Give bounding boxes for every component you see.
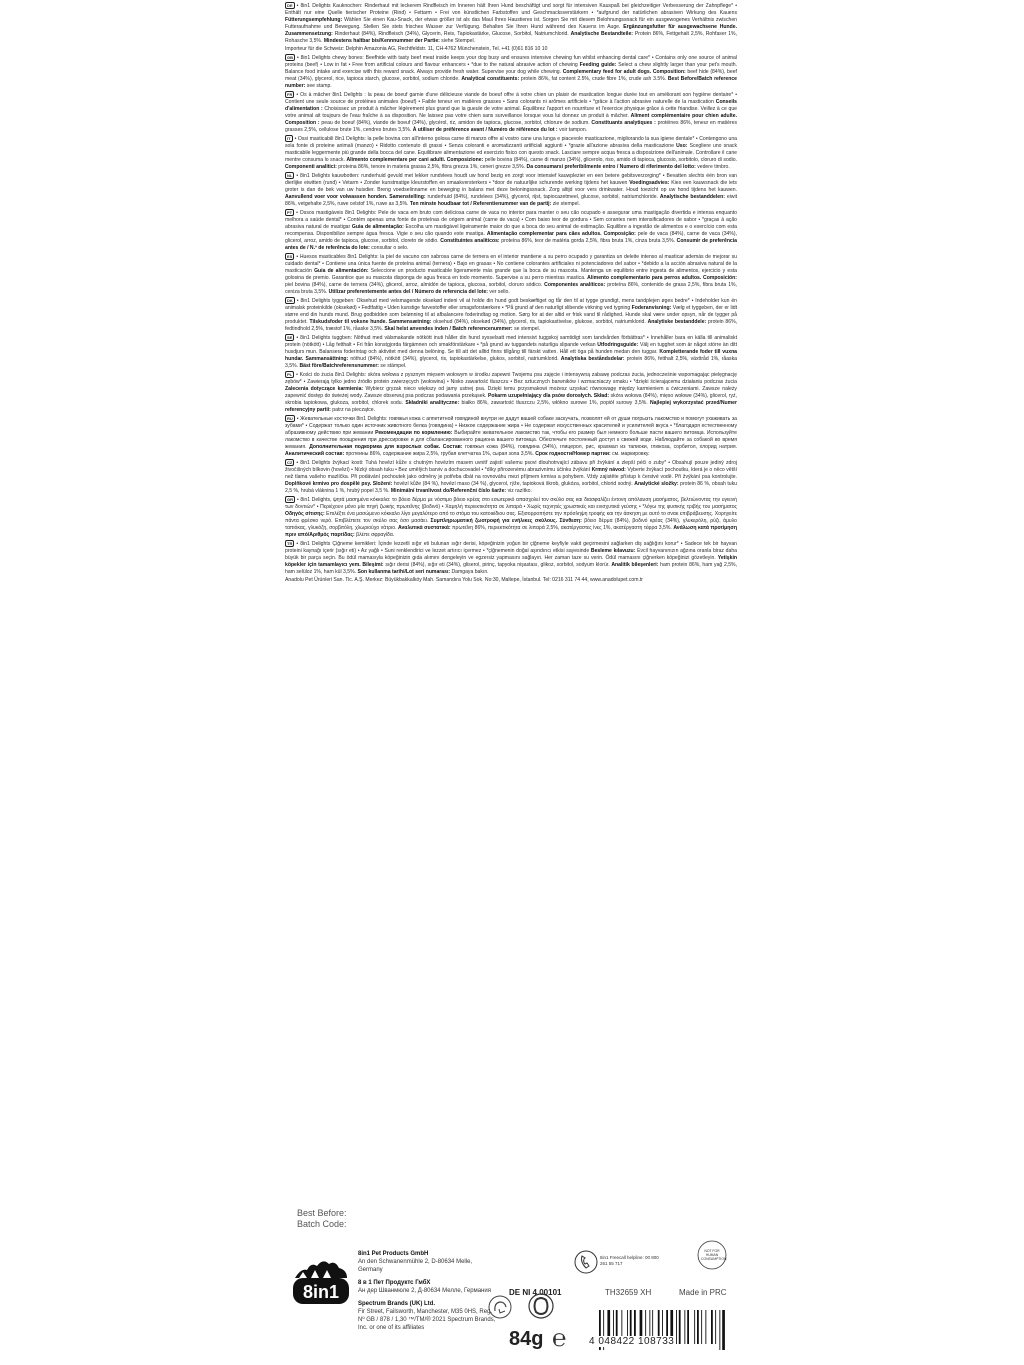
field-value: pele de vaca (84%), carne de vaca (34%), glicerol, arroz, amido de tapioca, glucose, sorbitol, cloreto de sódio. [285,231,737,244]
language-code-badge: PL [287,372,293,378]
field-label: Aliment complémentaire pour chien adulte. Composition : [285,113,737,126]
field-value: protéines 86%, teneur en matières grasses 2,5%, cellulose brute 1%, cendres brutes 3,5%. [285,120,737,133]
field-label: Krmný návod: [591,467,626,474]
product-description: • 8in1 Delights chewy bones: Beefhide with tasty beef meat inside keeps your dog busy and ensures intensive chewing fun whilst enhancing dental care* • Contains only one source of animal proteins (beef) • Low in fat • Free from artificial colours and flavour enhancers • *due to the natural abrasive action of chewing [285,55,737,69]
field-label: Alimento complementario para perros adultos. Composición: [587,275,737,282]
field-label: Analytiska beståndsdelar: [560,356,625,362]
field-value: протеины 86%, содержание жира 2,5%, грубая клетчатка 1%, сырая зола 3,5%. [345,450,534,457]
recycling-pp-icon [487,1294,513,1320]
barcode-bar [701,1310,702,1344]
not-for-human-consumption-icon [697,1240,727,1270]
language-code-badge: FR [287,92,293,98]
product-description: • 8in1 Delights tuggben: Nöthud med välsmakande nötkött inuti håller din hund sysselsatt med intensivt tuggskoj samtidigt som tandvården förbättras* • Innehåller bara en källa till animaliskt protein (nötkött) • Låg fetthalt • Fri från konstgjorda färgämnen och smakförstärkare • *på grund av tuggandets naturliga slipande verkan [285,335,737,349]
field-label: Συμπληρωματική ζωοτροφή για ενήλικες σκύλους. Σύνθεση: [430,517,582,524]
product-description: • Os à mâcher 8in1 Delights : la peau de boeuf garnie d'une délicieuse viande de boeuf offre à votre chien un plaisir de mastication longue durée tout en améliorant son hygiène dentaire* • Contient une seule source de protéines animales (boeuf) • Faible teneur en matières grasses • Sans colorants ni arômes artificiels • *grâce à l'action abrasive naturelle de la mastication [285,92,737,106]
product-description: • Kości do żucia 8in1 Delights: skóra wołowa z pysznym mięsem wołowym w środku zapewni Twojemu psu zajęcie i intensywną zabawę podczas żucia, jednocześnie wspomagając pielęgnację zębów* • Zawierają tylko jedno źródło protein zwierzęcych (wołowina) • Nisko zawartość tłuszczu • Bez sztucznych barwników i wzmacniaczy smaku • *dzięki ścierającemu działaniu podczas żucia [285,372,737,386]
language-block-cz [285,459,737,495]
field-value: Wählen Sie einen Kau-Snack, der etwas größer ist als das Maul Ihres Haustieres ist. Sorgen Sie mit diesem Belohnungssnack für ein ausgewogenes Verhältnis zwischen Futteraufnahme und Bewegung. Stellen Sie stets frisches Wasser zur Verfügung. Behalten Sie Ihren Hund während des Kauens im Auge. [285,16,737,30]
field-label: Alimento complementare per cani adulti. Composizione: [346,157,484,164]
field-value: se stämpel. [380,362,407,369]
language-code-badge: NL [287,173,293,179]
language-block-se [285,334,737,370]
product-description: • Жевательные косточки 8in1 Delights: говяжья кожа с аппетитной говядиной внутри не дадут вашей собаке заскучать, позволят ей от души погрызть лакомство и помогут ухаживать за зубами* • Содержат только один источник животного белка (говядина) • Низкое содержание жира • Не содержат искусственных красителей и усилителей вкуса • *благодаря естественному абразивному действию при жевании [285,416,737,437]
barcode-bar [719,1310,720,1350]
field-value: proteína 86%, teor de matéria gorda 2,5%, fibra bruta 1%, cinza bruta 3,5%. [501,238,676,244]
field-value: говяжья кожа (84%), говядина (34%), глицерол, рис, крахмал из тапиоки, глюкоза, сорбитол, хлорид натрия. [465,443,737,450]
language-code-badge: SE [287,335,293,341]
field-value: πρωτεΐνη 86%, περιεκτικότητα σε λιπαρά 2,5%, ακατέργαστες ίνες 1%, ακατέργαστη τέφρα 3,5%. [452,524,672,531]
field-value: voir tampon. [559,126,588,133]
field-label: Mindestens haltbar bis/Kennnummer der Partie: [323,37,440,44]
field-value: protein 86 %, obsah tuku 2,5 %, hrubá vláknina 1 %, hrubý popel 3,5 %. [285,480,737,494]
field-label: Consumir de preferência antes de / N.º de referência do lote: [285,238,737,251]
field-label: Yetişkin köpekler için tamamlayıcı yem. Bileşimi: [285,554,737,568]
multilingual-text-column [285,2,737,1190]
field-value: oksehud (84%), oksekød (34%), glycerol, ris, tapiokastivelse, glukose, sorbitol, natriumklorid. [433,318,646,325]
company-2: 8 в 1 Пет Продуктс ГмбХ [358,1280,431,1286]
field-value: ver sello. [489,288,510,295]
barcode-bar [679,1310,681,1344]
field-label: À utiliser de préférence avant / Numéro de référence du lot : [412,126,558,133]
product-description: • 8in1 Delights Çiğneme kemikleri: İçinde lezzetli sığır eti bulunan sığır derisi, köpeğinizin yoğun bir çiğneme keyfiyle vakit geçirmesini sağlarken diş sağlığını korur* • Sadece tek bir hayvan proteini kaynağı içerir (sığır eti) • Az yağlı • Suni renklendirici ve lezzet artırıcı içermez • *çiğnemenin doğal aşındırıcı etkisi sayesinde [285,541,737,555]
field-label: Voedingsadvies: [629,180,670,187]
field-value: se stempel. [514,325,541,332]
field-label: Skal helst anvendes inden / Batch referencenummer: [384,325,513,332]
barcode-bar [722,1310,725,1350]
field-label: Ανάλωση κατά προτίμηση πριν από/Αριθμός παρτίδας: [285,524,737,538]
field-label: Aanvullend voer voor volwassen honden. Samenstelling: [285,194,426,201]
barcode-bar [687,1310,689,1344]
product-description: • 8in1 Delights kauwbotten: runderhuid gevuld met lekker rundvlees houdt uw hond bezig en zorgt voor intensief kauwplezier en een betere gebitsverzorging* • Bevatten slechts één bron van dierlijke eiwitten (rund) • Vetarm • Zonder kunstmatige kleurstoffen en smaakversterkers • *door de natuurlijke schurende werking tijdens het kauwen [285,173,737,187]
field-label: Analytische bestanddelen: [659,194,725,201]
field-label: Componenti analitici: [285,163,337,170]
net-weight: 84g [509,1328,544,1350]
barcode-bar [684,1310,685,1344]
language-code-badge: DE [287,3,293,8]
field-value: Wybierz gryzak nieco większy od jamy ustnej psa. Dzięki temu przysmakowi możesz uzyskać równowagę między karmieniem a ćwiczeniami. Zawsze należy zapewnić dostęp do świeżej wody. Zawsze obserwuj psa podczas podawania przekąsek. [285,386,737,400]
field-value: zie stempel. [552,200,580,207]
field-label: Ergänzungsfutter für ausgewachsene Hunde. Zusammensetzung: [285,23,737,37]
8in1-logo [289,1248,353,1312]
language-code-badge: PT [287,210,293,216]
field-value: proteina 86%, tenore in materia grassa 2,5%, fibra grezza 1%, ceneri grezze 3,5%. [338,163,526,170]
field-label: Pokarm uzupełniający dla psów dorosłych. Skład: [487,393,610,400]
product-description: • Ossos mastigáveis 8in1 Delights: Pele de vaca em bruto com deliciosa carne de vaca no interior para manter o seu cão ocupado e assegurar uma mastigação divertida e intensa enquanto melhora a saúde dental* • Contém apenas uma fonte de proteínas de origem animal (carne de vaca) • Com baixo teor de gordura • Sem corantes nem intensificadores de sabor • *graças à ação abrasiva natural de mastigar [285,210,737,231]
field-value: Kies een kauwsnack die iets groter is dan de bek van uw huisdier. Breng voedselinname en beweging in balans met deze beloningssnack. Zorg altijd voor vers drinkwater. Houd toezicht op uw hond tijdens het kauwen. [285,180,737,194]
field-label: Аналитический состав: [285,450,345,457]
field-value: protein 86%, fat content 2.5%, crude fibre 1%, crude ash 3.5%. [520,76,667,83]
field-value: pelle bovina (84%), carne di manzo (34%), glicerolo, riso, amido di tapioca, glucosio, sorbitolo, cloruro di sodio. [484,157,737,164]
field-value: Rinderhaut (84%), Rindfleisch (34%), Glycerin, Reis, Tapiokastärke, Glucose, Sorbitol, Natriumchlorid. [334,30,569,37]
field-value: białko 86%, zawartość tłuszczu 2,5%, włókno surowe 1%, popiół surowy 3,5%. [461,399,648,406]
barcode-bar [705,1310,706,1344]
phone-icon [574,1250,598,1274]
field-label: Analytické složky: [634,480,679,487]
batch-code-label: Batch Code: [297,1219,347,1229]
field-label: Conseils d'alimentation : [285,99,737,113]
field-value: proteína 86%, contenido de grasa 2,5%, fibra bruta 1%, ceniza bruta 3,5%. [285,281,737,295]
product-description: • 8in1 Delights tyggeben: Oksehud med velsmagende oksekød indeni vil at holde din hund godt beskæftiget og får den til at tygge grundigt, mens tandplejen øges bedre* • Indeholder kun én animalsk proteinkilde (oksekød) • Fedtfattig • Uden kunstige farvestoffer eller smagsforstærkere • *På grund af den naturligt slibende virkning ved tygning [285,298,737,312]
language-block-it [285,135,737,171]
field-label: Analytiske bestanddele: [647,318,707,325]
field-label: Fütterungsempfehlung: [285,16,343,23]
product-description: • Huesos masticables 8in1 Delights: la piel de vacuno con sabrosa carne de ternera en el interior mantiene a su perro ocupado y garantiza un deleite intenso al masticar además de mejorar su cuidado dental* • Contiene una única fuente de proteína animal (ternera) • Bajo en grasas • No contiene colorantes artificiales ni potenciadores del sabor • *debido a la acción abrasiva natural de la masticación [285,254,737,275]
language-block-fr [285,91,737,133]
language-block-pl [285,371,737,413]
field-value: protein 86%, fetthalt 2,5%, växttråd 1%, råaska 3,5%. [285,356,737,369]
importer-info: Anadolu Pet Ürünleri San. Tic. A.Ş. Merkez: Büyükbakkalköy Mah. Samandıra Yolu Sok. No:30, Maltepe, İstanbul. Tel: 0216 311 74 44, www.anadolupet.com.tr [285,577,643,584]
field-label: Best Before/Batch reference number: [285,76,737,89]
field-label: Guia de alimentação: [351,224,404,231]
field-label: Utfodringsguide: [597,342,639,349]
importer-info: Importeur für die Schweiz: Delphin Amazonia AG, Rechtfeldstr. 11, CH-4762 Münchenstein, Tel. +41 (0)61 816 10 10 [285,45,548,52]
field-value: peau de boeuf (84%), viande de boeuf (34%), glycérol, riz, amidon de tapioca, glucose, sorbitol, chlorure de sodium. [321,120,590,126]
language-block-tr [285,540,737,576]
field-value: nöthud (84%), nötkött (34%), glycerol, ris, tapiokastärkelse, glukos, sorbitol, natriumklorid. [350,356,559,362]
field-value: vedere timbro. [697,163,730,170]
field-label: Najlepiej wykorzystać przed/Numer referencyjny partii: [285,399,737,413]
company-3-address: Fir Street, Failsworth, Manchester, M35 0HS, Reg. Nº GB / 878 / 1,30 ™/TM/® 2021 Spectrum Brands, Inc. or one of its affiliates [358,1309,496,1331]
product-description: • Ossi masticabili 8in1 Delights: la pelle bovina con all'interno golosa carne di manzo offre al vostro cane una lunga e piacevole masticazione, migliorando la sua igiene dentale* • Contengono una sola fonte di proteine animali (manzo) • Ridotto contenuto di grassi • Senza coloranti e aromatizzanti artificiali aggiunti • *grazie all'azione abrasiva della masticazione [285,136,737,150]
company-1-address: An den Schwanenmühle 2, D-80634 Melle, Germany [358,1259,473,1273]
field-label: Doplňkové krmivo pro dospělé psy. Složení: [285,480,393,487]
de-code: DE NI 4 00101 [509,1288,562,1297]
field-value: consultar o selo. [371,244,409,251]
field-value: patrz na pieczątce. [332,406,376,413]
language-code-badge: IT [287,136,291,142]
not-for-human-consumption-text: NOT FOR HUMAN CONSUMPTION [701,1249,727,1261]
barcode-bar [715,1310,716,1344]
field-label: Minimální trvanlivost do/Referenční číslo šarže: [390,487,507,494]
product-description: • 8in1 Delights Kauknochen: Rinderhaut mit leckerem Rindfleisch im Inneren hält Ihren Hund beschäftigt und sorgt für intensiven Kauspaß bei gleichzeitiger Verbesserung der Zahnpflege* • Enthält nur eine Quelle tierischer Proteine (Rind) • Fettarm • Frei von künstlichen Farbstoffen und Geschmacksverstärkern • *aufgrund der natürlichen abrasiven Wirkung des Kauens [285,3,737,16]
best-before-label: Best Before: [297,1208,347,1218]
field-label: Son kullanma tarihi/Lot seri numarası: [357,568,451,575]
field-label: Utilizar preferentemente antes del / Número de referencia del lote: [328,288,488,295]
language-code-badge: GB [287,55,293,61]
field-value: skóra wołowa (84%), mięso wołowe (34%), glicerol, ryż, skrobia tapiokowa, glukoza, sorbitol, chlorek sodu. [285,393,737,406]
field-label: Analytische Bestandteile: [570,30,633,37]
logo-wordmark: 8in1 [302,1282,340,1302]
field-value: runderhuid (84%), rundvlees (34%), glycerol, rijst, tapiocazetmeel, glucose, sorbitol, natriumchloride. [427,194,658,201]
field-value: Select a chew slightly larger than your pet's mouth. Balance food intake and exercise with this reward snack. Always provide fresh water. Supervise your dog while chewing. [285,62,737,76]
language-block-dk [285,297,737,333]
field-label: Tilskudsfoder til voksne hunde. Sammensætning: [309,318,432,325]
language-block-gr [285,496,737,538]
field-value: Choisissez un produit à mâcher légèrement plus grand que la gueule de votre animal. Équilibrez l'apport en nourriture et l'exercice physique grâce à cette friandise. Veillez à ce que votre animal ait toujours de l'eau fraîche à sa disposition. Ne laissez pas votre chien sans surveillance lorsque vous lui donnez un produit à mâcher. [285,106,737,120]
field-label: Analitik bileşenleri: [611,561,659,568]
field-value: beef hide (84%), beef meat (34%), glycerol, rice, tapioca starch, glucose, sorbitol, sodium chloride. [285,69,737,83]
field-label: Kompletterande foder till vuxna hundar. Sammansättning: [285,349,737,362]
barcode-bar [697,1310,699,1344]
language-block-de [285,2,737,44]
language-block-ru [285,415,737,457]
packaging-back-label [277,0,745,1365]
field-label: Alimentação complementar para cães adultos. Composição: [486,231,636,238]
field-value: sığır derisi (84%), sığır eti (34%), gliserol, pirinç, tapyoka nişastası, glikoz, sorbitol, sodyum klorür. [385,561,610,568]
field-value: Damgaya bakın. [451,568,489,575]
barcode-bar [711,1310,713,1344]
field-label: Analytical constituents: [461,76,520,83]
field-value: βόειο δέρμα (84%), βοδινό κρέας (34%), γλυκερόλη, ρύζι, άμυλο ταπιόκας, γλυκόζη, σορβιτόλη, χλωριούχο νάτριο. [285,517,737,531]
language-block-pt [285,209,737,251]
field-label: Componentes analíticos: [544,281,606,288]
field-value: Välj en tugghet som är något större än ditt husdjurs mun. Balansera foderintag och aktivitet med denna belöning. Se till att det alltid finns tillgång till färskt vatten. Håll ett öga på hunden medan den tuggar. [285,342,737,356]
field-value: siehe Stempel. [441,37,475,44]
field-value: Escolha um mastigável ligeiramente maior do que a boca do seu animal de estimação. Equilibre a ingestão de alimentos e o exercício com esta recompensa. Disponibilize sempre água fresca. Vigie o seu cão quando este mastiga. [285,224,737,238]
field-label: Uso: [676,143,688,150]
field-value: ham protein 86%, ham yağ 2,5%, ham selüloz 1%, ham kül 3,5%. [285,561,737,575]
product-description: • 8in1 Delights žvýkací kosti: Tuhá hovězí kůže s chutným hovězím masem uvnitř zajistí vašemu psovi dlouhotrvající zábavu při žvýkání a zlepší péči o zuby* • Obsahují pouze jediný zdroj živočišných bílkovin (hovězí) • Nízký obsah tuku • Bez umělých barviv a dochucovadel • *díky přirozenému abrazivnímu účinku žvýkání [285,460,737,474]
barcode-bar [694,1310,695,1344]
green-dot-icon [527,1292,555,1320]
field-label: Дополнительная подкормка для взрослых собак. Состав: [309,443,463,450]
field-value: Επιλέξτε ένα μασώμενο κόκκαλο λίγο μεγαλύτερο από το στόμα του κατοικίδιου σας. Εξισορροπήστε την πρόσληψη τροφής και την άσκηση με αυτό το σνακ επιβράβευσης. Χορηγείτε πάντα φρέσκο νερό. Επιβλέπετε τον σκύλο σας όσο μασάει. [285,511,737,524]
field-label: Składniki analityczne: [405,399,460,406]
field-value: Seleccione un producto masticable ligeramente más grande que la boca de su mascota. Mantenga un equilibrio entre ingesta de alimentos, ejercicio y esta golosina de premio. Garantice que su mascota disponga de agua fresca en todo momento. Supervise a su perro mientras mastica. [285,268,737,282]
language-code-badge: CZ [287,460,293,466]
manufacturer-info [358,1250,498,1332]
language-code-badge: ES [287,254,293,260]
field-label: Αναλυτικά συστατικά: [397,524,451,531]
field-label: Срок годности/Номер партии: [535,450,611,457]
company-1: 8in1 Pet Products GmbH [358,1251,429,1257]
language-code-badge: TR [287,541,293,547]
product-code: TH32659 XH [605,1288,652,1297]
helpline-text: 8in1 Freecall helpline: 00 800 261 55 717 [600,1255,659,1266]
field-label: Constituintes analíticos: [440,238,500,244]
field-value: Scegliere uno snack masticabile leggermente più grande della bocca del cane. Equilibrare alimentazione ed esercizio fisico con questo snack. Lasciare sempre acqua fresca a disposizione dell'animale. Controllare il cane mentre consuma lo snack. [285,143,737,164]
made-in: Made in PRC [679,1288,727,1297]
field-label: Οδηγός σίτισης: [285,511,325,518]
barcode-digits: 4 048422 108733 [589,1336,675,1347]
field-value: см. маркировку. [612,450,650,457]
field-label: Complementary feed for adult dogs. Composition: [562,69,686,76]
field-value: Vyberte žvýkací pochoutku, která je o něco větší než tlama vašeho mazlíčka. Při podávání pochoutek jako odměny je potřeba dbát na rovnováhu mezi příjmem krmiva a pohybem. Vždy zajistěte přístup k čerstvé vodě. Při žvýkání psa kontrolujte. [285,467,737,480]
field-value: Vælg et tyggeben, der er lidt større end din hunds mund. Brug godbidden som belønning til at afbalancere foderindtag og motion. Sørg for at der altid er frisk vand til rådighed. Hunde skal være under opsyn, når de tygger på produktet. [285,305,737,325]
field-value: Protein 86%, Fettgehalt 2,5%, Rohfaser 1%, Rohasche 3,5%. [285,30,737,44]
field-value: piel bovina (84%), carne de ternera (34%), glicerol, arroz, almidón de tapioca, glucosa, sorbitol, cloruro sódico. [285,281,543,288]
company-3: Spectrum Brands (UK) Ltd. [358,1301,436,1307]
field-label: Zalecenia dotyczące karmienia: [285,386,364,393]
language-block-nl [285,172,737,208]
field-label: Feeding guide: [579,62,617,69]
field-value: eiwit 86%, vetgehalte 2,5%, ruwe celstof 1%, ruwe as 3,5%. [285,194,737,207]
field-label: Bäst före/Batchreferensnummer: [299,362,379,369]
field-label: Ten minste houdbaar tot / Referentienummer van de partij: [409,200,552,207]
company-2-address: Ан дер Шванмюле 2, Д-80634 Мелле, Германия [358,1288,491,1294]
product-description: • 8in1 Delights, ψητά μασημένα κόκκαλα: το βόειο δέρμα με νόστιμο βόειο κρέας στο εσωτερικό απασχολεί τον σκύλο σας και διασφαλίζει έντονη απόλαυση μασήματος, βελτιώνοντας την υγιεινή των δοντιών* • Περιέχουν μόνο μία πηγή ζωικής πρωτεΐνης (βοδινό) • Χαμηλή περιεκτικότητα σε λιπαρά • Χωρίς τεχνητές χρωστικές και ενισχυτικά γεύσης • *λόγω της φυσικής τριβής του μασήματος [285,497,737,511]
field-value: Выбирайте жевательное лакомство так, чтобы его размер был немного больше пасти вашего питомца. Используйте лакомство в качестве поощрения при дрессировке и для сбалансированного рациона вашего питомца. Обеспечьте постоянный доступ к свежей воде. Наблюдайте за собакой во время жевания. [285,430,737,450]
language-block-gb [285,54,737,90]
field-value: viz razítko. [507,487,532,494]
field-label: Foderanvisning: [631,305,672,312]
field-label: Рекомендации по кормлению: [375,430,453,437]
field-value: Evcil hayvanınızın ağzına oranla biraz daha büyük bir parça seçin. Bu ödül mamasıyla köpeğinizin gıda alımını dengeleyin ve egzersiz yapmasını sağlayın. Her zaman taze su verin. Ödül mamasını çiğnerken köpeğinizi gözetleyin. [285,548,737,561]
field-value: βλέπε σφραγίδα. [356,531,395,538]
field-label: Constituants analytiques : [591,120,656,126]
estimate-mark: ℮ [552,1325,567,1352]
field-value: protein 86%, fedtindhold 2,5%, træstof 1%, råaske 3,5%. [285,318,737,332]
field-value: hovězí kůže (84 %), hovězí maso (34 %), glycerol, rýže, tapioková škrob, glukóza, sorbitol, chlorid sodný. [393,480,633,487]
field-label: Guía de alimentación: [314,268,369,275]
language-block-es [285,253,737,295]
language-code-badge: DK [287,298,293,304]
field-label: Besleme kılavuzu: [590,548,636,555]
field-label: Da consumarsi preferibilmente entro / Numero di riferimento del lotto: [526,163,696,170]
language-code-badge: RU [287,416,293,422]
language-code-badge: GR [287,497,293,503]
field-value: see stamp. [306,82,332,89]
